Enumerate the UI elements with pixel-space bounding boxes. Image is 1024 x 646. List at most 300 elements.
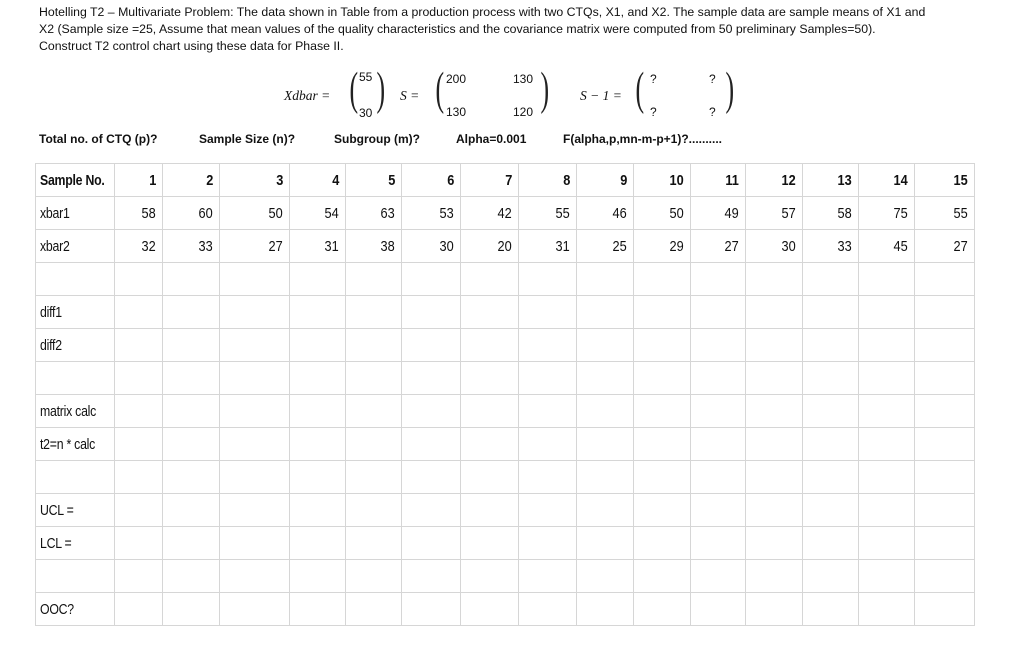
- row-t2-cell[interactable]: [859, 428, 915, 461]
- row-xbar2-cell[interactable]: [461, 230, 519, 263]
- row-ucl-cell[interactable]: [577, 494, 634, 527]
- row-sample-no-value: 14: [893, 171, 908, 189]
- row-empty-1-cell[interactable]: [290, 263, 346, 296]
- row-sample-no-cell[interactable]: [859, 164, 915, 197]
- row-empty-3-cell[interactable]: [346, 461, 402, 494]
- row-empty-3-cell[interactable]: [115, 461, 163, 494]
- row-empty-2-cell[interactable]: [577, 362, 634, 395]
- sinv-label: S − 1 =: [580, 88, 622, 103]
- row-empty-4-cell[interactable]: [691, 560, 746, 593]
- param-total-ctq: Total no. of CTQ (p)?: [39, 132, 158, 146]
- row-ucl-cell[interactable]: [803, 494, 859, 527]
- row-xbar2-value: 38: [380, 237, 395, 255]
- row-empty-2-cell[interactable]: [461, 362, 519, 395]
- row-diff1-cell[interactable]: [915, 296, 975, 329]
- row-xbar1-cell[interactable]: [163, 197, 220, 230]
- row-xbar1-cell[interactable]: [346, 197, 402, 230]
- row-empty-4-cell[interactable]: [290, 560, 346, 593]
- row-xbar2-cell[interactable]: [915, 230, 975, 263]
- row-ooc-label[interactable]: [36, 593, 115, 626]
- param-subgroup: Subgroup (m)?: [334, 132, 420, 146]
- row-empty-3-cell[interactable]: [915, 461, 975, 494]
- row-diff1-cell[interactable]: [519, 296, 577, 329]
- s-left-paren: (: [435, 63, 445, 115]
- row-ooc: [36, 593, 975, 626]
- row-ooc-cell[interactable]: [691, 593, 746, 626]
- row-xbar1-value: 46: [612, 204, 627, 222]
- row-t2-cell[interactable]: [746, 428, 803, 461]
- problem-line-2: X2 (Sample size =25, Assume that mean values of the quality characteristics and the covariance matrix were computed from 50 preliminary Samples=50).: [39, 22, 876, 36]
- row-empty-3-cell[interactable]: [577, 461, 634, 494]
- row-diff2-cell[interactable]: [746, 329, 803, 362]
- row-empty-2-cell[interactable]: [290, 362, 346, 395]
- row-empty-1-cell[interactable]: [163, 263, 220, 296]
- row-empty-2-cell[interactable]: [859, 362, 915, 395]
- row-xbar1-cell[interactable]: [634, 197, 691, 230]
- row-empty-1-cell[interactable]: [634, 263, 691, 296]
- s-right-paren: ): [540, 63, 550, 115]
- row-xbar2-label[interactable]: [36, 230, 115, 263]
- row-empty-1: [36, 263, 975, 296]
- row-ooc-label-text: OOC?: [40, 600, 74, 618]
- row-xbar1-cell[interactable]: [290, 197, 346, 230]
- row-xbar2-cell[interactable]: [691, 230, 746, 263]
- row-xbar2-cell[interactable]: [746, 230, 803, 263]
- row-empty-1-cell[interactable]: [803, 263, 859, 296]
- row-empty-3-cell[interactable]: [220, 461, 290, 494]
- row-empty-4-cell[interactable]: [163, 560, 220, 593]
- row-xbar1-cell[interactable]: [519, 197, 577, 230]
- row-ucl-cell[interactable]: [915, 494, 975, 527]
- row-diff1-cell[interactable]: [859, 296, 915, 329]
- row-xbar1-cell[interactable]: [803, 197, 859, 230]
- row-xbar2-cell[interactable]: [634, 230, 691, 263]
- row-xbar1-cell[interactable]: [746, 197, 803, 230]
- xdbar-value-1: 55: [359, 70, 373, 84]
- row-matrix-calc-cell[interactable]: [634, 395, 691, 428]
- row-lcl-cell[interactable]: [402, 527, 461, 560]
- row-diff1-cell[interactable]: [163, 296, 220, 329]
- s-cell-11: 200: [446, 72, 467, 86]
- row-xbar2-value: 45: [893, 237, 908, 255]
- row-empty-4-cell[interactable]: [519, 560, 577, 593]
- row-sample-no-value: 6: [446, 171, 454, 189]
- problem-statement: [39, 4, 989, 55]
- sinv-cell-12: ?: [709, 72, 716, 86]
- row-xbar1-value: 58: [141, 204, 156, 222]
- sinv-cell-21: ?: [650, 105, 657, 119]
- row-ooc-cell[interactable]: [461, 593, 519, 626]
- row-sample-no-cell[interactable]: [577, 164, 634, 197]
- row-sample-no-cell[interactable]: [634, 164, 691, 197]
- row-xbar2: [36, 230, 975, 263]
- row-lcl-cell[interactable]: [577, 527, 634, 560]
- row-ooc-cell[interactable]: [519, 593, 577, 626]
- row-xbar2-value: 30: [439, 237, 454, 255]
- row-diff2-cell[interactable]: [634, 329, 691, 362]
- row-diff2-cell[interactable]: [220, 329, 290, 362]
- row-t2-label[interactable]: [36, 428, 115, 461]
- row-sample-no-cell[interactable]: [115, 164, 163, 197]
- row-diff1: [36, 296, 975, 329]
- row-diff2-cell[interactable]: [859, 329, 915, 362]
- row-xbar2-value: 27: [268, 237, 283, 255]
- row-diff1-cell[interactable]: [577, 296, 634, 329]
- row-xbar1-cell[interactable]: [461, 197, 519, 230]
- row-sample-no-cell[interactable]: [803, 164, 859, 197]
- row-diff1-label[interactable]: [36, 296, 115, 329]
- row-diff2-cell[interactable]: [290, 329, 346, 362]
- row-t2-cell[interactable]: [402, 428, 461, 461]
- row-lcl-cell[interactable]: [915, 527, 975, 560]
- row-ooc-cell[interactable]: [859, 593, 915, 626]
- row-empty-4-cell[interactable]: [859, 560, 915, 593]
- row-xbar2-value: 25: [612, 237, 627, 255]
- row-empty-4-cell[interactable]: [915, 560, 975, 593]
- row-sample-no-value: 13: [837, 171, 852, 189]
- row-empty-4-cell[interactable]: [577, 560, 634, 593]
- row-xbar2-cell[interactable]: [519, 230, 577, 263]
- row-ucl-cell[interactable]: [461, 494, 519, 527]
- row-matrix-calc-cell[interactable]: [577, 395, 634, 428]
- row-ucl-cell[interactable]: [859, 494, 915, 527]
- row-xbar1-cell[interactable]: [915, 197, 975, 230]
- row-diff1-cell[interactable]: [461, 296, 519, 329]
- row-empty-1-cell[interactable]: [346, 263, 402, 296]
- row-lcl-cell[interactable]: [163, 527, 220, 560]
- row-empty-4: [36, 560, 975, 593]
- row-empty-3-cell[interactable]: [519, 461, 577, 494]
- row-empty-1-label[interactable]: [36, 263, 115, 296]
- row-empty-1-cell[interactable]: [915, 263, 975, 296]
- row-xbar2-cell[interactable]: [290, 230, 346, 263]
- row-empty-2-cell[interactable]: [519, 362, 577, 395]
- row-xbar1-cell[interactable]: [402, 197, 461, 230]
- row-sample-no-value: 11: [725, 171, 739, 189]
- row-matrix-calc-cell[interactable]: [461, 395, 519, 428]
- row-xbar2-value: 33: [837, 237, 852, 255]
- row-t2-cell[interactable]: [220, 428, 290, 461]
- row-ucl-label[interactable]: [36, 494, 115, 527]
- xdbar-left-paren: (: [349, 63, 359, 115]
- s-label: S =: [400, 88, 420, 103]
- row-empty-4-label[interactable]: [36, 560, 115, 593]
- row-xbar2-cell[interactable]: [402, 230, 461, 263]
- row-sample-no-cell[interactable]: [519, 164, 577, 197]
- row-diff1-label-text: diff1: [40, 303, 62, 321]
- row-xbar1-cell[interactable]: [859, 197, 915, 230]
- row-matrix-calc-cell[interactable]: [220, 395, 290, 428]
- row-ooc-cell[interactable]: [115, 593, 163, 626]
- row-t2-cell[interactable]: [577, 428, 634, 461]
- problem-line-3: Construct T2 control chart using these data for Phase II.: [39, 39, 344, 53]
- row-diff2-cell[interactable]: [803, 329, 859, 362]
- row-xbar2-cell[interactable]: [220, 230, 290, 263]
- row-empty-1-cell[interactable]: [577, 263, 634, 296]
- row-ucl-cell[interactable]: [634, 494, 691, 527]
- row-diff1-cell[interactable]: [634, 296, 691, 329]
- row-diff2-cell[interactable]: [461, 329, 519, 362]
- row-t2-cell[interactable]: [519, 428, 577, 461]
- row-empty-3-cell[interactable]: [859, 461, 915, 494]
- row-sample-no-cell[interactable]: [746, 164, 803, 197]
- row-empty-2-cell[interactable]: [346, 362, 402, 395]
- row-sample-no-value: 8: [562, 171, 570, 189]
- row-empty-3-cell[interactable]: [634, 461, 691, 494]
- row-lcl-cell[interactable]: [461, 527, 519, 560]
- row-ucl: [36, 494, 975, 527]
- row-matrix-calc-cell[interactable]: [746, 395, 803, 428]
- row-t2-cell[interactable]: [115, 428, 163, 461]
- row-sample-no-cell[interactable]: [220, 164, 290, 197]
- row-ooc-cell[interactable]: [163, 593, 220, 626]
- row-empty-1-cell[interactable]: [115, 263, 163, 296]
- row-empty-2-label[interactable]: [36, 362, 115, 395]
- row-ooc-cell[interactable]: [290, 593, 346, 626]
- row-matrix-calc-cell[interactable]: [163, 395, 220, 428]
- row-ucl-cell[interactable]: [115, 494, 163, 527]
- row-lcl-cell[interactable]: [634, 527, 691, 560]
- row-ooc-cell[interactable]: [402, 593, 461, 626]
- row-empty-2-cell[interactable]: [163, 362, 220, 395]
- row-diff2-cell[interactable]: [163, 329, 220, 362]
- param-alpha: Alpha=0.001: [456, 132, 527, 146]
- row-t2-label-text: t2=n * calc: [40, 435, 96, 453]
- row-empty-2-cell[interactable]: [220, 362, 290, 395]
- problem-line-1: Hotelling T2 – Multivariate Problem: The data shown in Table from a production process with two CTQs, X1, and X2. The sample data are sample means of X1 and: [39, 5, 926, 19]
- row-matrix-calc-cell[interactable]: [803, 395, 859, 428]
- row-xbar1-value: 50: [669, 204, 684, 222]
- row-matrix-calc-cell[interactable]: [691, 395, 746, 428]
- param-sample-size: Sample Size (n)?: [199, 132, 296, 146]
- row-xbar1-label-text: xbar1: [40, 204, 70, 222]
- row-ooc-cell[interactable]: [346, 593, 402, 626]
- row-matrix-calc: [36, 395, 975, 428]
- row-xbar1-value: 75: [893, 204, 908, 222]
- row-ucl-cell[interactable]: [691, 494, 746, 527]
- row-empty-2-cell[interactable]: [402, 362, 461, 395]
- row-matrix-calc-cell[interactable]: [915, 395, 975, 428]
- row-diff1-cell[interactable]: [115, 296, 163, 329]
- xdbar-right-paren: ): [376, 63, 386, 115]
- row-sample-no-cell[interactable]: [691, 164, 746, 197]
- row-matrix-calc-cell[interactable]: [859, 395, 915, 428]
- row-empty-3-cell[interactable]: [803, 461, 859, 494]
- row-t2-cell[interactable]: [346, 428, 402, 461]
- row-diff2-cell[interactable]: [915, 329, 975, 362]
- row-diff2-cell[interactable]: [577, 329, 634, 362]
- row-empty-4-cell[interactable]: [803, 560, 859, 593]
- row-empty-3-cell[interactable]: [163, 461, 220, 494]
- row-diff2-cell[interactable]: [346, 329, 402, 362]
- row-empty-1-cell[interactable]: [691, 263, 746, 296]
- row-diff1-cell[interactable]: [746, 296, 803, 329]
- row-diff1-cell[interactable]: [803, 296, 859, 329]
- row-empty-1-cell[interactable]: [746, 263, 803, 296]
- row-diff1-cell[interactable]: [691, 296, 746, 329]
- row-empty-2-cell[interactable]: [691, 362, 746, 395]
- row-lcl-cell[interactable]: [290, 527, 346, 560]
- row-empty-4-cell[interactable]: [346, 560, 402, 593]
- row-xbar2-value: 33: [198, 237, 213, 255]
- row-t2-cell[interactable]: [691, 428, 746, 461]
- row-t2-cell[interactable]: [163, 428, 220, 461]
- row-empty-2-cell[interactable]: [803, 362, 859, 395]
- row-xbar1-value: 60: [198, 204, 213, 222]
- row-empty-3-cell[interactable]: [461, 461, 519, 494]
- row-empty-2-cell[interactable]: [746, 362, 803, 395]
- row-ooc-cell[interactable]: [220, 593, 290, 626]
- row-sample-no-value: 1: [148, 171, 156, 189]
- row-empty-1-cell[interactable]: [461, 263, 519, 296]
- row-diff2-cell[interactable]: [519, 329, 577, 362]
- row-sample-no-cell[interactable]: [402, 164, 461, 197]
- row-ooc-cell[interactable]: [803, 593, 859, 626]
- row-diff2-cell[interactable]: [115, 329, 163, 362]
- xdbar-label: Xdbar =: [284, 88, 331, 103]
- sinv-right-paren: ): [725, 63, 735, 115]
- row-sample-no-value: 9: [619, 171, 627, 189]
- row-lcl-cell[interactable]: [803, 527, 859, 560]
- row-xbar2-cell[interactable]: [859, 230, 915, 263]
- row-xbar2-cell[interactable]: [115, 230, 163, 263]
- row-xbar2-label-text: xbar2: [40, 237, 70, 255]
- row-ucl-cell[interactable]: [346, 494, 402, 527]
- row-ucl-cell[interactable]: [163, 494, 220, 527]
- row-lcl-cell[interactable]: [859, 527, 915, 560]
- row-diff2-cell[interactable]: [402, 329, 461, 362]
- row-empty-2: [36, 362, 975, 395]
- row-ooc-cell[interactable]: [915, 593, 975, 626]
- row-xbar1-cell[interactable]: [691, 197, 746, 230]
- row-empty-3-label[interactable]: [36, 461, 115, 494]
- row-lcl-cell[interactable]: [691, 527, 746, 560]
- row-ucl-cell[interactable]: [519, 494, 577, 527]
- row-matrix-calc-cell[interactable]: [290, 395, 346, 428]
- row-diff2-cell[interactable]: [691, 329, 746, 362]
- row-xbar2-cell[interactable]: [346, 230, 402, 263]
- row-sample-no-value: 4: [331, 171, 339, 189]
- row-empty-3-cell[interactable]: [691, 461, 746, 494]
- row-empty-3-cell[interactable]: [290, 461, 346, 494]
- row-empty-1-cell[interactable]: [519, 263, 577, 296]
- row-lcl-cell[interactable]: [220, 527, 290, 560]
- row-diff1-cell[interactable]: [402, 296, 461, 329]
- row-sample-no-cell[interactable]: [346, 164, 402, 197]
- row-sample-no-value: 2: [205, 171, 213, 189]
- xdbar-value-2: 30: [359, 106, 373, 120]
- row-xbar1-value: 42: [497, 204, 512, 222]
- sinv-cell-22: ?: [709, 105, 716, 119]
- row-empty-1-cell[interactable]: [402, 263, 461, 296]
- row-xbar1-cell[interactable]: [220, 197, 290, 230]
- row-diff2-label[interactable]: [36, 329, 115, 362]
- row-lcl-cell[interactable]: [346, 527, 402, 560]
- row-sample-no-cell[interactable]: [290, 164, 346, 197]
- row-t2-cell[interactable]: [803, 428, 859, 461]
- row-xbar2-cell[interactable]: [577, 230, 634, 263]
- row-matrix-calc-cell[interactable]: [519, 395, 577, 428]
- row-sample-no-cell[interactable]: [461, 164, 519, 197]
- row-empty-3-cell[interactable]: [746, 461, 803, 494]
- row-xbar2-value: 30: [781, 237, 796, 255]
- row-xbar2-value: 31: [555, 237, 570, 255]
- row-matrix-calc-cell[interactable]: [402, 395, 461, 428]
- row-ooc-cell[interactable]: [577, 593, 634, 626]
- row-ucl-cell[interactable]: [402, 494, 461, 527]
- row-t2-cell[interactable]: [915, 428, 975, 461]
- s-cell-22: 120: [513, 105, 534, 119]
- row-sample-no-value: 10: [669, 171, 684, 189]
- row-lcl-label-text: LCL =: [40, 534, 72, 552]
- row-xbar1-value: 50: [268, 204, 283, 222]
- row-lcl-cell[interactable]: [746, 527, 803, 560]
- row-matrix-calc-label[interactable]: [36, 395, 115, 428]
- row-xbar1: [36, 197, 975, 230]
- row-empty-2-cell[interactable]: [915, 362, 975, 395]
- row-xbar2-value: 27: [724, 237, 739, 255]
- row-ucl-cell[interactable]: [746, 494, 803, 527]
- row-t2-cell[interactable]: [461, 428, 519, 461]
- param-f-value: F(alpha,p,mn-m-p+1)?..........: [563, 132, 723, 146]
- row-diff2: [36, 329, 975, 362]
- row-sample-no-cell[interactable]: [915, 164, 975, 197]
- row-xbar2-value: 27: [953, 237, 968, 255]
- row-matrix-calc-cell[interactable]: [346, 395, 402, 428]
- row-lcl-label[interactable]: [36, 527, 115, 560]
- row-xbar1-value: 55: [953, 204, 968, 222]
- row-t2: [36, 428, 975, 461]
- row-empty-4-cell[interactable]: [220, 560, 290, 593]
- row-diff2-label-text: diff2: [40, 336, 62, 354]
- row-empty-1-cell[interactable]: [859, 263, 915, 296]
- row-xbar1-value: 54: [324, 204, 339, 222]
- row-diff1-cell[interactable]: [290, 296, 346, 329]
- row-empty-4-cell[interactable]: [402, 560, 461, 593]
- row-empty-4-cell[interactable]: [115, 560, 163, 593]
- row-diff1-cell[interactable]: [220, 296, 290, 329]
- row-xbar2-cell[interactable]: [163, 230, 220, 263]
- row-ooc-cell[interactable]: [634, 593, 691, 626]
- row-sample-no-cell[interactable]: [163, 164, 220, 197]
- row-xbar2-value: 20: [497, 237, 512, 255]
- row-matrix-calc-cell[interactable]: [115, 395, 163, 428]
- row-sample-no: [36, 164, 975, 197]
- row-t2-cell[interactable]: [634, 428, 691, 461]
- row-diff1-cell[interactable]: [346, 296, 402, 329]
- row-ooc-cell[interactable]: [746, 593, 803, 626]
- row-t2-cell[interactable]: [290, 428, 346, 461]
- row-lcl-cell[interactable]: [115, 527, 163, 560]
- row-empty-3-cell[interactable]: [402, 461, 461, 494]
- row-xbar2-cell[interactable]: [803, 230, 859, 263]
- row-ucl-cell[interactable]: [220, 494, 290, 527]
- row-xbar1-cell[interactable]: [577, 197, 634, 230]
- row-empty-1-cell[interactable]: [220, 263, 290, 296]
- row-ucl-cell[interactable]: [290, 494, 346, 527]
- row-xbar1-cell[interactable]: [115, 197, 163, 230]
- row-empty-2-cell[interactable]: [634, 362, 691, 395]
- row-empty-4-cell[interactable]: [634, 560, 691, 593]
- row-empty-4-cell[interactable]: [746, 560, 803, 593]
- row-empty-2-cell[interactable]: [115, 362, 163, 395]
- row-sample-no-label[interactable]: [36, 164, 115, 197]
- row-lcl-cell[interactable]: [519, 527, 577, 560]
- s-cell-12: 130: [513, 72, 534, 86]
- row-empty-4-cell[interactable]: [461, 560, 519, 593]
- row-xbar1-label[interactable]: [36, 197, 115, 230]
- row-xbar1-value: 53: [439, 204, 454, 222]
